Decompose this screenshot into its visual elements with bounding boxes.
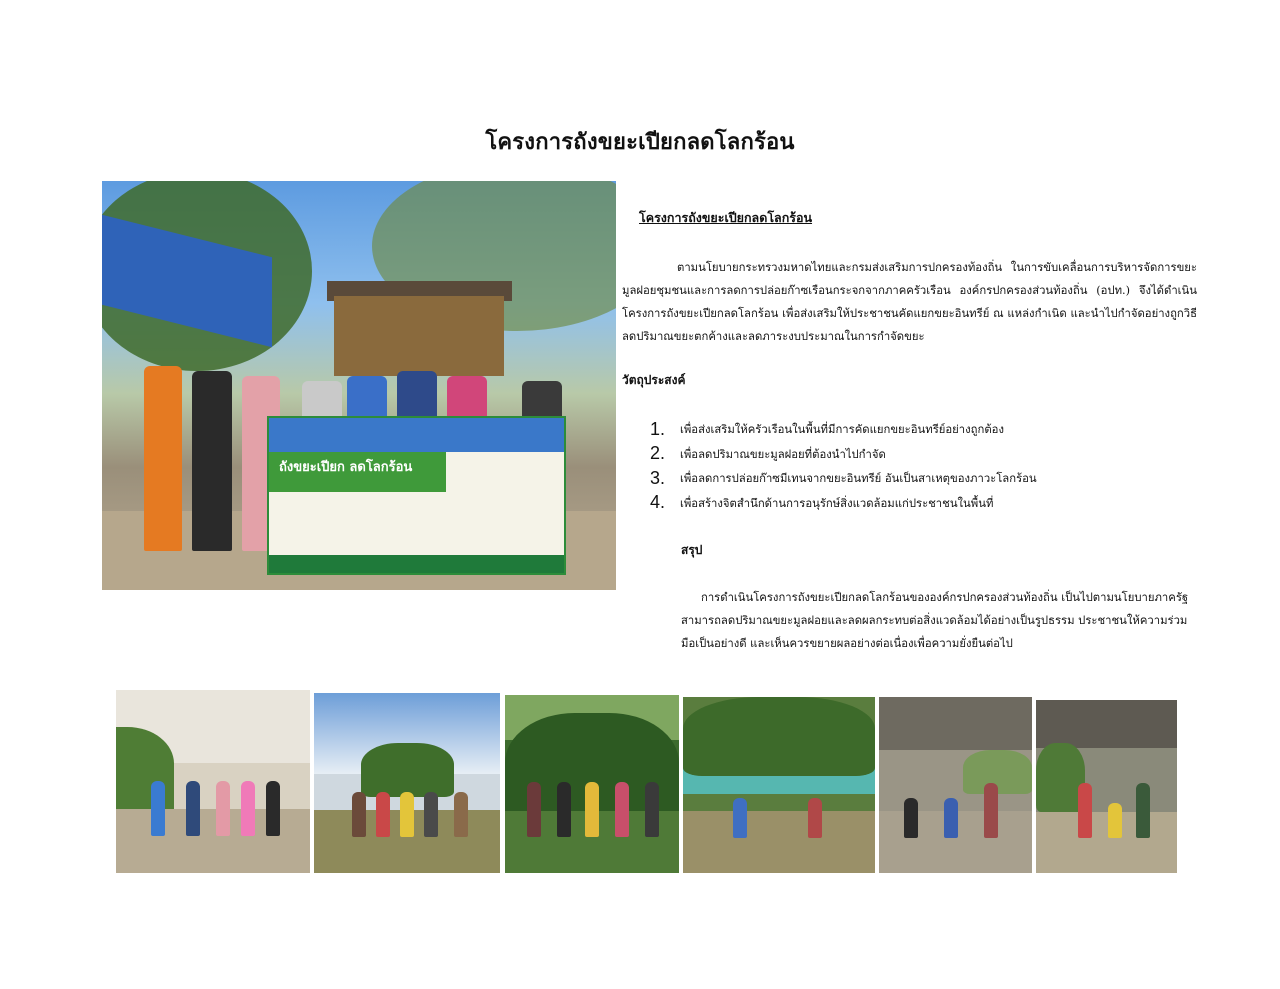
list-text: เพื่อลดการปล่อยก๊าซมีเทนจากขยะอินทรีย์ อันเป็นสาเหตุของภาวะโลกร้อน <box>680 472 1037 486</box>
list-text: เพื่อส่งเสริมให้ครัวเรือนในพื้นที่มีการคัดแยกขยะอินทรีย์อย่างถูกต้อง <box>680 423 1004 437</box>
banner-slogan: ถังขยะเปียก ลดโลกร้อน <box>279 460 413 475</box>
section-subheading: โครงการถังขยะเปียกลดโลกร้อน <box>639 210 813 225</box>
list-text: เพื่อลดปริมาณขยะมูลฝอยที่ต้องนำไปกำจัด <box>680 447 886 461</box>
intro-paragraph: ตามนโยบายกระทรวงมหาดไทยและกรมส่งเสริมการปกครองท้องถิ่น ในการขับเคลื่อนการบริหารจัดการขยะมูลฝอยชุมชนและการลดการปล่อยก๊าซเรือนกระจกจากภาคครัวเรือน องค์กรปกครองส่วนท้องถิ่น (อปท.) จึงได้ดำเนินโครงการถังขยะเปียกลดโลกร้อน เพื่อส่งเสริมให้ประชาชนคัดแยกขยะอินทรีย์ ณ แหล่งกำเนิด และนำไปกำจัดอย่างถูกวิธี ลดปริมาณขยะตกค้างและลดภาระงบประมาณในการกำจัดขยะ <box>622 261 1197 343</box>
activity-photo-4 <box>683 697 875 873</box>
objectives-heading: วัตถุประสงค์ <box>622 373 686 387</box>
list-number: 2. <box>650 443 666 464</box>
list-number: 1. <box>650 418 666 439</box>
activity-photo-3 <box>505 695 679 873</box>
list-item <box>650 417 1037 442</box>
activity-photo-1 <box>116 690 310 873</box>
page-title: โครงการถังขยะเปียกลดโลกร้อน <box>485 129 795 155</box>
project-banner <box>267 416 566 575</box>
conclusion-paragraph: การดำเนินโครงการถังขยะเปียกลดโลกร้อนขององค์กรปกครองส่วนท้องถิ่น เป็นไปตามนโยบายภาครัฐ สามารถลดปริมาณขยะมูลฝอยและลดผลกระทบต่อสิ่งแวดล้อมได้อย่างเป็นรูปธรรม ประชาชนให้ความร่วมมือเป็นอย่างดี และเห็นควรขยายผลอย่างต่อเนื่องเพื่อความยั่งยืนต่อไป <box>681 591 1189 650</box>
conclusion-heading: สรุป <box>681 543 703 557</box>
activity-photo-2 <box>314 693 500 873</box>
list-item <box>650 442 1037 467</box>
list-text: เพื่อสร้างจิตสำนึกด้านการอนุรักษ์สิ่งแวดล้อมแก่ประชาชนในพื้นที่ <box>680 496 994 510</box>
list-item <box>650 491 1037 516</box>
list-number: 4. <box>650 492 666 513</box>
activity-photo-6 <box>1036 700 1177 873</box>
list-item <box>650 466 1037 491</box>
list-number: 3. <box>650 467 666 488</box>
group-photo-with-banner <box>102 181 616 590</box>
objectives-list <box>650 417 1037 515</box>
activity-photo-5 <box>879 697 1032 873</box>
